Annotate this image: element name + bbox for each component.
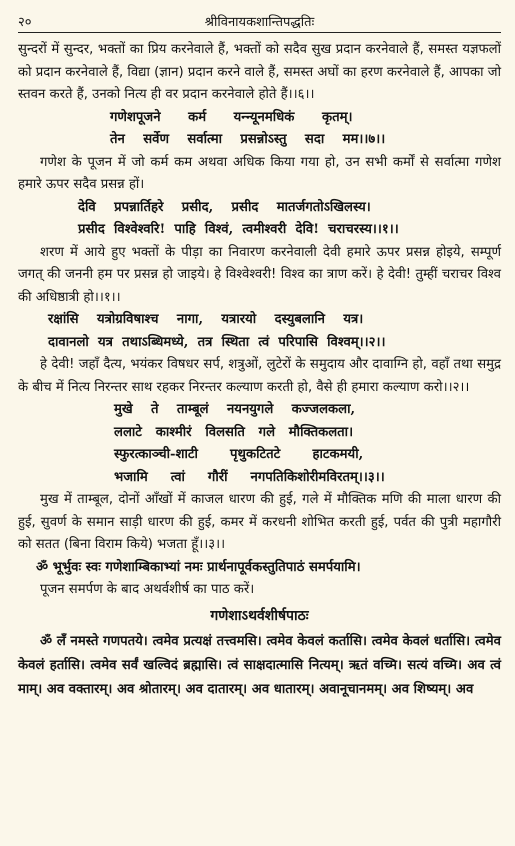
instruction-paragraph: पूजन समर्पण के बाद अथर्वशीर्ष का पाठ करें। — [40, 582, 255, 597]
verse-7 — [18, 107, 501, 152]
running-title: श्रीविनायकशान्तिपद्धतिः — [204, 15, 315, 30]
verse-line: स्फुरत्काञ्ची-शाटी पृथुकटितटे हाटकमयी, — [114, 447, 364, 462]
atharvashirsha-text: ॐ लँ नमस्ते गणपतये। त्वमेव प्रत्यक्षं तत्त्वमसि। त्वमेव केवलं कर्तासि। त्वमेव केवलं धर्तासि। त्वमेव केवलं हर्तासि। त्वमेव सर्वं खल्विदं ब्रह्मासि। त्वं साक्षदात्मासि नित्यम्। ऋतं वच्मि। सत्यं वच्मि। अव त्वं माम्। अव वक्तारम्। अव श्रोतारम्। अव दातारम्। अव धातारम्। अवानूचानमम्। अव शिष्यम्। अव — [18, 633, 501, 697]
verse-line: रक्षांसि यत्रोग्रविषाश्च नागा, यत्रारयो दस्युबलानि यत्र। — [48, 312, 364, 327]
translation-paragraph-7: गणेश के पूजन में जो कर्म कम अथवा अधिक किया गया हो, उन सभी कर्मों से सर्वात्मा गणेश हमारे ऊपर सदैव प्रसन्न हों। — [18, 154, 501, 192]
translation-paragraph-1: शरण में आये हुए भक्तों के पीड़ा का निवारण करनेवाली देवी हमारे ऊपर प्रसन्न होइये, सम्पूर्ण जगत् की जननी हम पर प्रसन्न हो जाइये। हे विश्वेश्वरी! विश्व का त्राण करें। हे देवी! तुम्हीं चराचर विश्व की अधिष्ठात्री हो।।१।। — [18, 244, 501, 305]
translation-paragraph-3: मुख में ताम्बूल, दोनों आँखों में काजल धारण की हुई, गले में मौक्तिक मणि की माला धारण की हुई, सुवर्ण के समान साड़ी धारण की हुई, कमर में करधनी शोभित करती हुई, पर्वत की पुत्री महागौरी को सतत (बिना विराम किये) भजता हूँ।।३।। — [18, 492, 501, 552]
verse-line: तेन सर्वेण सर्वात्मा प्रसन्नोऽस्तु सदा मम।।७।। — [110, 132, 386, 147]
verse-line: भजामि त्वां गौरीं नगपतिकिशोरीमविरतम्।।३।। — [114, 469, 385, 485]
page-header — [18, 10, 501, 33]
verse-line: गणेशपूजने कर्म यन्न्यूनमधिकं कृतम्। — [110, 109, 353, 125]
verse-line: देवि प्रपन्नार्तिहरे प्रसीद, प्रसीद मातर्जगतोऽखिलस्य। — [78, 199, 371, 215]
verse-1 — [18, 197, 501, 242]
translation-paragraph-2: हे देवी! जहाँ दैत्य, भयंकर विषधर सर्प, शत्रुओं, लुटेरों के समुदाय और दावाग्नि हो, वहाँ तथा समुद्र के बीच में नित्य निरन्तर साथ रहकर निरन्तर कल्याण करती हो, वैसे ही हमारा कल्याण करो।।२।। — [18, 357, 501, 395]
page-content — [18, 33, 501, 702]
verse-line: मुखे ते ताम्बूलं नयनयुगले कज्जलकला, — [114, 402, 356, 417]
section-title: गणेशाऽथर्वशीर्षपाठः — [210, 607, 309, 624]
translation-paragraph-6: सुन्दरों में सुन्दर, भक्तों का प्रिय करनेवाले हैं, भक्तों को सदैव सुख प्रदान करनेवाले हैं, समस्त यज्ञफलों को प्रदान करनेवाले हैं, विद्या (ज्ञान) प्रदान करने वाले हैं, समस्त अघों का हरण करनेवाले हैं, आपका जो स्तवन करते हैं, उनको नित्य ही वर प्रदान करनेवाले होते हैं।।६।। — [18, 42, 501, 102]
verse-3 — [18, 399, 501, 489]
page-number: २० — [18, 15, 32, 30]
verse-line: ललाटे काश्मीरं विलसति गले मौक्तिकलता। — [114, 424, 354, 440]
verse-2 — [18, 309, 501, 354]
verse-line: प्रसीद विश्वेश्वरि! पाहि विश्वं, त्वमीश्वरी देवि! चराचरस्य।।१।। — [78, 222, 399, 237]
offering-mantra: ॐ भूर्भुवः स्वः गणेशाम्बिकाभ्यां नमः प्रार्थनापूर्वकस्तुतिपाठं समर्पयामि। — [36, 559, 361, 575]
verse-line: दावानलो यत्र तथाऽब्धिमध्ये, तत्र स्थिता त्वं परिपासि विश्वम्।।२।। — [48, 334, 386, 350]
